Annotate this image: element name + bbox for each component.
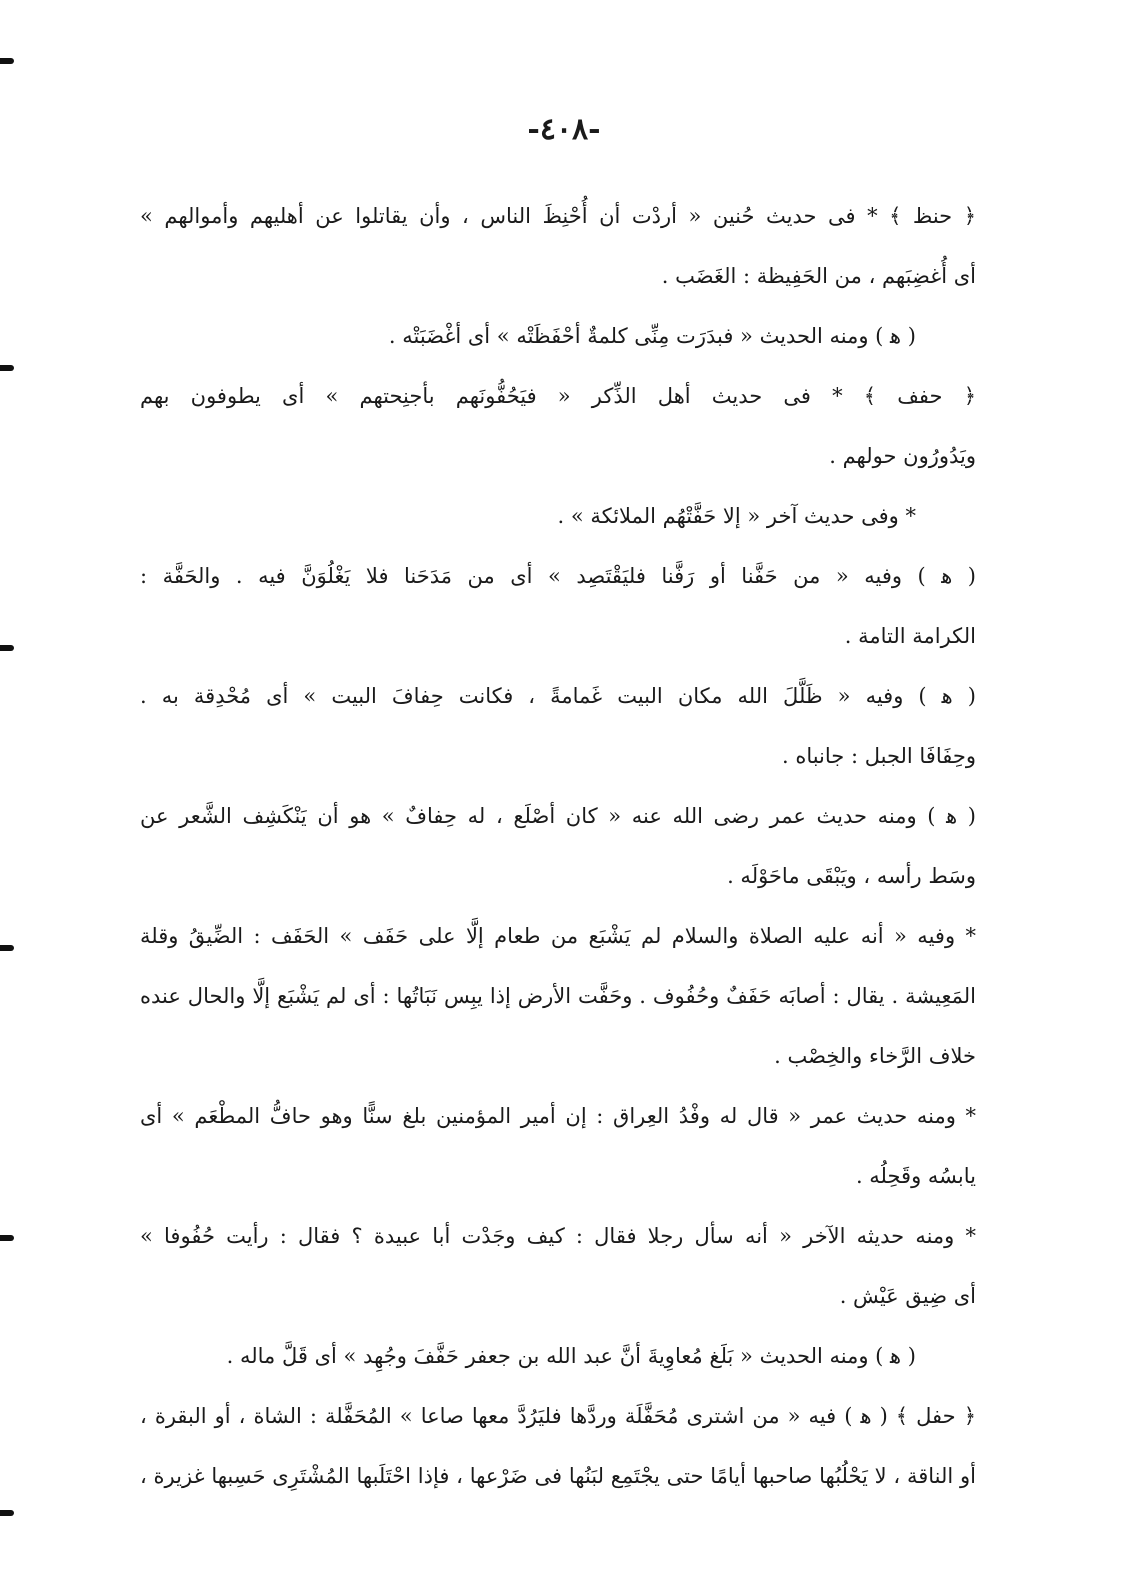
text-line: * وفيه « أنه عليه الصلاة والسلام لم يَشْبَع من طعام إلَّا على حَفَف » الحَفَف : الضِّيقُ وقلة (140, 924, 976, 948)
entry-hanaza (140, 186, 976, 366)
text-line: ﴿ حفل ﴾ ( ﻫ ) فيه « من اشترى مُحَفَّلَة وردَّها فليَرُدَّ معها صاعا » المُحَفَّلة : الشاة ، أو البقرة ، (140, 1404, 976, 1428)
binding-mark (0, 645, 14, 651)
text-line: * ومنه حديث عمر « قال له وفْدُ العِراق : إن أمير المؤمنين بلغ سنًّا وهو حافُّ المطْعَم » أى (140, 1104, 976, 1128)
text-line: خلاف الرَّخاء والخِصْب . (774, 1044, 976, 1068)
entry-haffa (140, 366, 976, 1386)
text-line: * وفى حديث آخر « إلا حَفَّتْهُم الملائكة » . (557, 504, 916, 528)
binding-mark (0, 1235, 14, 1241)
text-line: أى أُغضِبَهم ، من الحَفِيظة : الغَضَب . (661, 264, 976, 288)
text-line: أو الناقة ، لا يَحْلُبُها صاحبها أيامًا حتى يجْتَمِع لبَنُها فى ضَرْعها ، فإذا احْتَلَبها المُشْتَرِى حَسِبها غزيرة ، (140, 1464, 976, 1488)
text-line: * ومنه حديثه الآخر « أنه سأل رجلا فقال : كيف وجَدْت أبا عبيدة ؟ فقال : رأيت حُفُوفا » (140, 1224, 976, 1248)
binding-mark (0, 365, 14, 371)
margin-marks (0, 0, 20, 1591)
entry-hafala (140, 1386, 976, 1506)
text-line: ( ﻫ ) ومنه الحديث « فبدَرَت مِنِّى كلمةٌ أحْفَظَتْه » أى أغْضَبَتْه . (388, 324, 916, 348)
binding-mark (0, 58, 14, 64)
text-line: الكرامة التامة . (844, 624, 976, 648)
text-line: ( ﻫ ) ومنه حديث عمر رضى الله عنه « كان أصْلَع ، له حِفافٌ » هو أن يَنْكَشِف الشَّعر عن (140, 804, 976, 828)
text-line: ﴿ حفف ﴾ * فى حديث أهل الذِّكر « فيَحُفُّونَهم بأجنِحتهم » أى يطوفون بهم (140, 384, 976, 408)
text-line: ( ﻫ ) وفيه « من حَفَّنا أو رَفَّنا فليَقْتَصِد » أى من مَدَحَنا فلا يَغْلُوَنَّ فيه . والحَفَّة : (140, 564, 976, 588)
text-line: ( ﻫ ) ومنه الحديث « بَلَغ مُعاوِيةَ أنَّ عبد الله بن جعفر حَفَّفَ وجُهِد » أى قَلَّ ماله . (226, 1344, 916, 1368)
text-line: ( ﻫ ) وفيه « ظَلَّلَ الله مكان البيت غَمامةً ، فكانت حِفافَ البيت » أى مُحْدِقة به . (140, 684, 976, 708)
text-line: المَعِيشة . يقال : أصابَه حَفَفٌ وحُفُوف . وحَفَّت الأرض إذا يبِس نَبَاتُها : أى لم يَشْبَع إلَّا والحال عنده (140, 984, 976, 1008)
text-line: أى ضِيق عَيْش . (839, 1284, 976, 1308)
text-line: ويَدُورُون حولهم . (829, 444, 976, 468)
page-text (140, 186, 976, 1506)
binding-mark (0, 945, 14, 951)
text-line: وحِفَافَا الجبل : جانباه . (781, 744, 976, 768)
binding-mark (0, 1510, 14, 1516)
page-number: -٤٠٨- (527, 112, 601, 147)
text-line: يابسُه وقَحِلُه . (855, 1164, 976, 1188)
text-line: ﴿ حنظ ﴾ * فى حديث حُنين « أردْت أن أُحْنِظَ الناس ، وأن يقاتلوا عن أهليهم وأموالهم » (140, 204, 976, 228)
text-line: وسَط رأسه ، ويَبْقَى ماحَوْلَه . (727, 864, 976, 888)
